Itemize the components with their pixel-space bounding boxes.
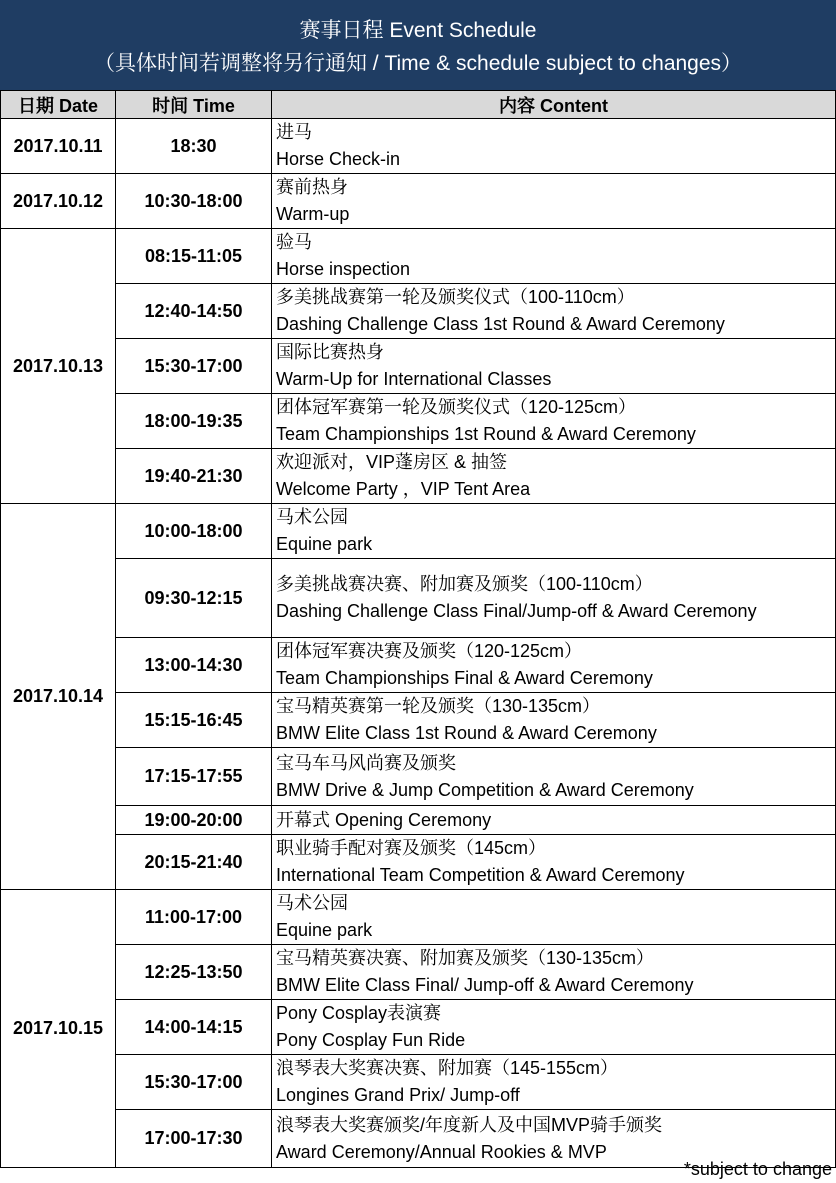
content-chinese: 多美挑战赛决赛、附加赛及颁奖（100-110cm） [276, 574, 653, 594]
table-row [1, 119, 836, 174]
content-cell [272, 394, 836, 449]
time-cell: 08:15-11:05 [116, 229, 272, 284]
content-english: Team Championships 1st Round & Award Ceremony [276, 424, 696, 444]
column-header-date: 日期 Date [1, 91, 116, 119]
table-row [1, 693, 836, 748]
time-cell: 19:00-20:00 [116, 806, 272, 835]
content-cell [272, 835, 836, 890]
content-english: Dashing Challenge Class Final/Jump-off & Award Ceremony [276, 601, 757, 621]
table-row [1, 806, 836, 835]
time-cell: 10:30-18:00 [116, 174, 272, 229]
content-english: BMW Drive & Jump Competition & Award Ceremony [276, 779, 694, 800]
date-cell: 2017.10.11 [1, 119, 116, 174]
content-cell [272, 504, 836, 559]
table-row [1, 559, 836, 638]
time-cell: 17:00-17:30 [116, 1110, 272, 1168]
content-cell [272, 748, 836, 806]
content-english: Award Ceremony/Annual Rookies & MVP [276, 1141, 607, 1162]
table-row [1, 835, 836, 890]
time-cell: 12:40-14:50 [116, 284, 272, 339]
table-row [1, 1055, 836, 1110]
time-cell: 18:00-19:35 [116, 394, 272, 449]
content-chinese: Pony Cosplay表演赛 [276, 1003, 442, 1023]
content-english: Horse Check-in [276, 149, 401, 169]
content-chinese: 宝马精英赛决赛、附加赛及颁奖（130-135cm） [276, 948, 655, 968]
content-chinese: 马术公园 [276, 507, 348, 527]
content-cell [272, 806, 836, 835]
date-cell: 2017.10.12 [1, 174, 116, 229]
table-row [1, 394, 836, 449]
content-chinese: 进马 [276, 122, 312, 142]
table-row [1, 449, 836, 504]
content-chinese: 验马 [276, 232, 312, 252]
content-cell [272, 229, 836, 284]
date-cell: 2017.10.14 [1, 504, 116, 890]
schedule-banner [0, 0, 836, 90]
table-row [1, 174, 836, 229]
time-cell: 17:15-17:55 [116, 748, 272, 806]
content-cell [272, 638, 836, 693]
content-cell [272, 174, 836, 229]
time-cell: 12:25-13:50 [116, 945, 272, 1000]
content-english: Equine park [276, 920, 373, 940]
column-header-time: 时间 Time [116, 91, 272, 119]
schedule-subtitle: （具体时间若调整将另行通知 / Time & schedule subject to changes） [93, 52, 743, 75]
time-cell: 10:00-18:00 [116, 504, 272, 559]
content-chinese: 职业骑手配对赛及颁奖（145cm） [276, 838, 547, 858]
content-english: BMW Elite Class Final/ Jump-off & Award Ceremony [276, 975, 694, 995]
content-cell [272, 559, 836, 638]
table-row [1, 284, 836, 339]
schedule-table [0, 90, 836, 1168]
time-cell: 14:00-14:15 [116, 1000, 272, 1055]
footnote: *subject to change [683, 1159, 832, 1179]
content-english: Horse inspection [276, 259, 411, 279]
content-chinese: 马术公园 [276, 893, 348, 913]
content-english: Equine park [276, 534, 373, 554]
content-english: Warm-Up for International Classes [276, 369, 552, 389]
table-row [1, 748, 836, 806]
content-chinese: 欢迎派对，VIP蓬房区 & 抽签 [276, 452, 508, 472]
time-cell: 20:15-21:40 [116, 835, 272, 890]
content-chinese: 团体冠军赛决赛及颁奖（120-125cm） [276, 641, 583, 661]
content-chinese: 团体冠军赛第一轮及颁奖仪式（120-125cm） [276, 397, 637, 417]
content-english: International Team Competition & Award Ceremony [276, 865, 685, 885]
content-chinese: 赛前热身 [276, 177, 348, 197]
content-english: Pony Cosplay Fun Ride [276, 1030, 466, 1050]
time-cell: 11:00-17:00 [116, 890, 272, 945]
time-cell: 09:30-12:15 [116, 559, 272, 638]
content-english: Welcome Party ，VIP Tent Area [276, 479, 531, 499]
content-english: BMW Elite Class 1st Round & Award Ceremony [276, 723, 657, 743]
header-row [1, 91, 836, 119]
content-english: Longines Grand Prix/ Jump-off [276, 1085, 520, 1105]
content-chinese: 宝马精英赛第一轮及颁奖（130-135cm） [276, 696, 601, 716]
time-cell: 18:30 [116, 119, 272, 174]
content-chinese: 开幕式 Opening Ceremony [276, 809, 492, 830]
content-english: Warm-up [276, 204, 350, 224]
date-cell: 2017.10.15 [1, 890, 116, 1168]
table-row [1, 890, 836, 945]
content-cell [272, 284, 836, 339]
table-row [1, 1000, 836, 1055]
time-cell: 15:30-17:00 [116, 339, 272, 394]
date-cell: 2017.10.13 [1, 229, 116, 504]
schedule-title: 赛事日程 Event Schedule [299, 19, 537, 42]
table-row [1, 229, 836, 284]
time-cell: 15:15-16:45 [116, 693, 272, 748]
column-header-content: 内容 Content [272, 91, 836, 119]
content-cell [272, 119, 836, 174]
content-cell [272, 1000, 836, 1055]
table-row [1, 339, 836, 394]
content-chinese: 浪琴表大奖赛决赛、附加赛（145-155cm） [276, 1058, 619, 1078]
content-cell [272, 1055, 836, 1110]
content-cell [272, 693, 836, 748]
content-cell [272, 945, 836, 1000]
content-chinese: 浪琴表大奖赛颁奖/年度新人及中国MVP骑手颁奖 [276, 1114, 663, 1135]
content-english: Team Championships Final & Award Ceremony [276, 668, 653, 688]
content-chinese: 多美挑战赛第一轮及颁奖仪式（100-110cm） [276, 287, 635, 307]
time-cell: 15:30-17:00 [116, 1055, 272, 1110]
table-row [1, 945, 836, 1000]
time-cell: 13:00-14:30 [116, 638, 272, 693]
content-english: Dashing Challenge Class 1st Round & Award Ceremony [276, 314, 725, 334]
schedule-body [1, 119, 836, 1168]
table-row [1, 638, 836, 693]
content-cell [272, 890, 836, 945]
time-cell: 19:40-21:30 [116, 449, 272, 504]
content-cell [272, 449, 836, 504]
content-chinese: 宝马车马风尚赛及颁奖 [276, 752, 456, 773]
content-chinese: 国际比赛热身 [276, 342, 384, 362]
table-row [1, 504, 836, 559]
content-cell [272, 339, 836, 394]
